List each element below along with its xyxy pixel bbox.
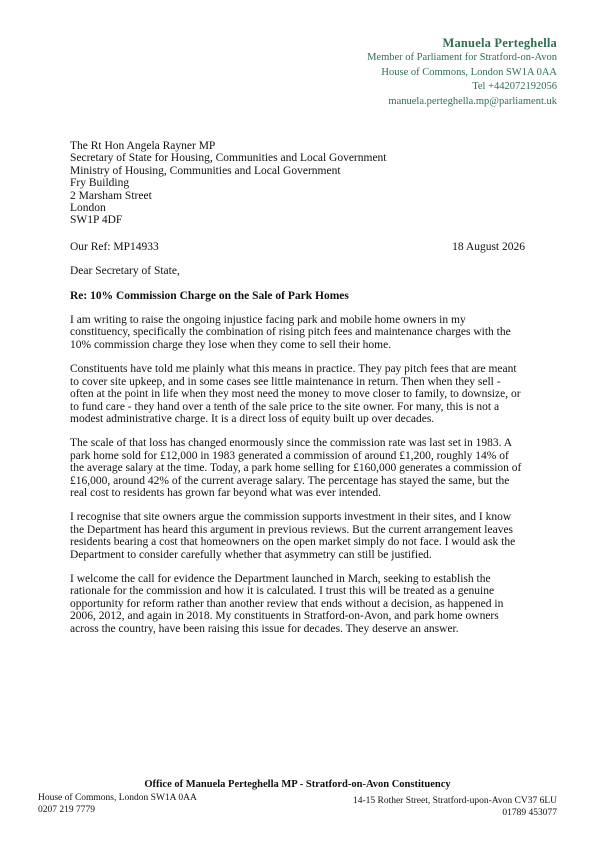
recipient-street: 2 Marsham Street — [70, 189, 152, 202]
footer-westminster-address: House of Commons, London SW1A 0AA — [38, 793, 197, 803]
footer-title: Office of Manuela Perteghella MP - Stratford-on-Avon Constituency — [144, 779, 451, 790]
footer-left — [38, 792, 197, 816]
recipient-address — [70, 140, 525, 227]
reference-row — [70, 241, 525, 253]
reference-number: Our Ref: MP14933 — [70, 240, 159, 253]
recipient-ministry: Ministry of Housing, Communities and Local Government — [70, 164, 341, 177]
paragraph-1: I am writing to raise the ongoing injustice facing park and mobile home owners in my constituency, specifically the combination of rising pitch fees and maintenance charges with the 10% commission charge they lose when they come to sell their home. — [70, 314, 511, 351]
footer-constituency-phone: 01789 453077 — [502, 808, 557, 818]
footer-constituency-address: 14-15 Rother Street, Stratford-upon-Avon CV37 6LU — [352, 796, 557, 806]
letter-body — [70, 140, 525, 635]
paragraph-4: I recognise that site owners argue the commission supports investment in their sites, and I know the Department has heard this argument in previous reviews. But the current arrangement leaves residents bearing a cost that homeowners on the open market simply do not face. I would ask the Department to consider carefully whether that asymmetry can still be justified. — [70, 511, 516, 561]
mp-email[interactable]: manuela.perteghella.mp@parliament.uk — [388, 95, 557, 107]
recipient-title: Secretary of State for Housing, Communities and Local Government — [70, 152, 387, 165]
recipient-name: The Rt Hon Angela Rayner MP — [70, 140, 216, 152]
salutation: Dear Secretary of State, — [70, 265, 180, 278]
recipient-city: London — [70, 202, 106, 215]
footer-westminster-phone: 0207 219 7779 — [38, 805, 95, 815]
letter-date: 18 August 2026 — [452, 240, 525, 253]
mp-constituency: Member of Parliament for Stratford-on-Avon — [367, 52, 557, 63]
mp-name: Manuela Perteghella — [442, 36, 557, 50]
mp-telephone: Tel +442072192056 — [472, 81, 557, 92]
mp-address: House of Commons, London SW1A 0AA — [381, 66, 557, 78]
recipient-postcode: SW1P 4DF — [70, 214, 123, 227]
paragraph-5: I welcome the call for evidence the Department launched in March, seeking to establish the rationale for the commission and how it is calculated. I trust this will be treated as a genuine opportunity for reform rather than another review that ends without a decision, as happened in 2006, 2012, and again in 2018. My constituents in Stratford-on-Avon, and park home owners across the country, have been raising this issue for decades. They deserve an answer. — [70, 572, 504, 635]
footer-right — [353, 795, 557, 819]
paragraph-3: The scale of that loss has changed enormously since the commission rate was last set in 1983. A park home sold for £12,000 in 1983 generated a commission of around £1,200, roughly 14% of the average salary at the time. Today, a park home selling for £160,000 generates a commission of £16,000, around 42% of the current average salary. The percentage has stayed the same, but the real cost to residents has grown far beyond what was ever intended. — [70, 437, 522, 499]
recipient-building: Fry Building — [70, 177, 130, 190]
subject-line: Re: 10% Commission Charge on the Sale of Park Homes — [70, 289, 349, 302]
letterhead — [367, 36, 557, 109]
paragraph-2: Constituents have told me plainly what this means in practice. They pay pitch fees that are meant to cover site upkeep, and in some cases see little maintenance in return. Then when they sell - often at the point in life when they most need the money to move closer to family, to downsize, or to fund care - they hand over a tenth of the sale price to the site owner. For many, this is not a modest administrative charge. It is a direct loss of equity built up over decades. — [70, 363, 521, 425]
